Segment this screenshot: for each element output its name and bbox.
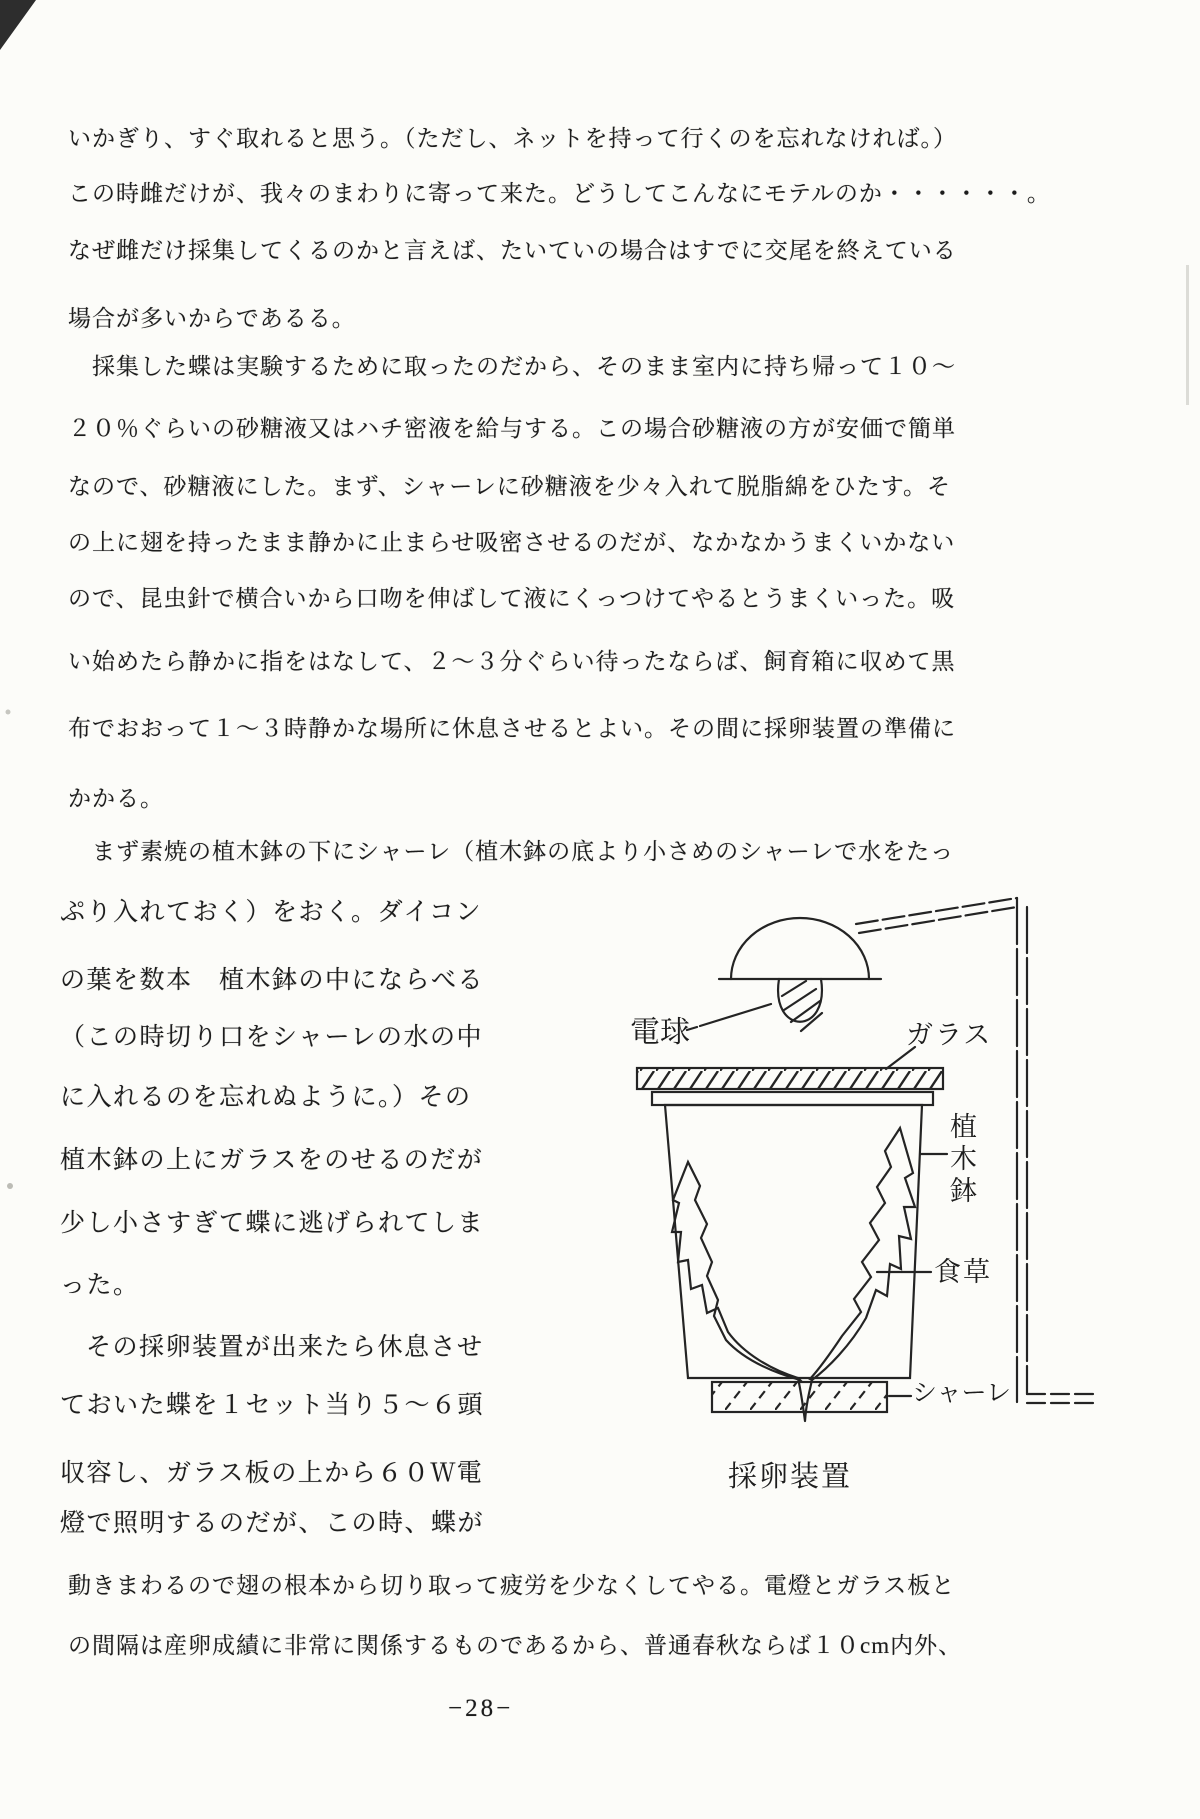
label-pot-char: 木	[950, 1144, 977, 1174]
text-line: 収容し、ガラス板の上から６０Ｗ電	[60, 1460, 484, 1487]
text-line: ておいた蝶を１セット当り５～６頭	[60, 1392, 485, 1419]
leaf-right	[810, 1128, 915, 1380]
leaf-left	[672, 1162, 800, 1380]
text-line: 動きまわるので翅の根本から切り取って疲労を少なくしてやる。電燈とガラス板と	[68, 1573, 956, 1598]
text-line: なので、砂糖液にした。まず、シャーレに砂糖液を少々入れて脱脂綿をひたす。そ	[68, 474, 951, 499]
text-line: 植木鉢の上にガラスをのせるのだが	[60, 1147, 484, 1174]
petri-dish	[712, 1382, 887, 1412]
text-line: かかる。	[68, 786, 164, 811]
text-line: まず素焼の植木鉢の下にシャーレ（植木鉢の底より小さめのシャーレで水をたっ	[92, 839, 955, 864]
leader-glass	[886, 1047, 915, 1069]
flower-pot	[665, 1105, 922, 1378]
text-line: 布でおおって１～３時静かな場所に休息させるとよい。その間に採卵装置の準備に	[68, 716, 956, 741]
light-bulb	[778, 979, 822, 1022]
text-line: ぷり入れておく）をおく。ダイコン	[60, 899, 483, 926]
text-line: ので、昆虫針で横合いから口吻を伸ばして液にくっつけてやるとうまくいった。吸	[68, 586, 956, 611]
text-line: その採卵装置が出来たら休息させ	[86, 1334, 484, 1361]
pot-rim	[652, 1092, 933, 1105]
text-line: なぜ雌だけ採集してくるのかと言えば、たいていの場合はすでに交尾を終えている	[68, 238, 957, 263]
lamp-arm	[856, 898, 1017, 933]
bulb-hatch	[782, 981, 822, 1031]
text-line: った。	[60, 1272, 140, 1299]
text-line: の葉を数本 植木鉢の中にならべる	[60, 967, 485, 994]
label-pot-char: 植	[950, 1112, 977, 1142]
leaf-stems	[798, 1378, 812, 1421]
label-petri-dish: シャーレ	[912, 1380, 1012, 1407]
glass-plate	[637, 1068, 943, 1089]
text-line: いかぎり、すぐ取れると思う。（ただし、ネットを持って行くのを忘れなければ。）	[68, 126, 957, 151]
scan-edge-artifact	[1186, 265, 1189, 405]
text-line: 採集した蝶は実験するために取ったのだから、そのまま室内に持ち帰って１０～	[92, 354, 956, 379]
text-line: に入れるのを忘れぬように。）その	[60, 1084, 472, 1111]
stand-foot	[1027, 1394, 1093, 1403]
scan-speck	[7, 1183, 13, 1189]
text-line: 燈で照明するのだが、この時、蝶が	[60, 1510, 485, 1537]
label-food-plant: 食草	[934, 1257, 992, 1287]
lamp-shade	[731, 918, 869, 979]
scan-corner-artifact	[0, 0, 36, 50]
text-line: この時雌だけが、我々のまわりに寄って来た。どうしてこんなにモテルのか・・・・・・。	[68, 181, 1051, 206]
leader-bulb	[687, 1004, 771, 1030]
text-line: 少し小さすぎて蝶に逃げられてしま	[60, 1210, 485, 1237]
label-bulb: 電球	[630, 1016, 690, 1049]
label-glass: ガラス	[906, 1020, 993, 1050]
text-line: の上に翅を持ったまま静かに止まらせ吸密させるのだが、なかなかうまくいかない	[68, 530, 956, 555]
text-line: ２０％ぐらいの砂糖液又はハチ密液を給与する。この場合砂糖液の方が安価で簡単	[68, 416, 956, 441]
scan-speck	[6, 710, 11, 715]
text-line: 場合が多いからであるる。	[68, 306, 356, 331]
text-line: い始めたら静かに指をはなして、２～３分ぐらい待ったならば、飼育箱に収めて黒	[68, 649, 956, 674]
label-pot-char: 鉢	[950, 1176, 977, 1206]
lamp-stand	[1017, 898, 1027, 1402]
figure-caption: 採卵装置	[728, 1461, 853, 1493]
text-line: の間隔は産卵成績に非常に関係するものであるから、普通春秋ならば１０cm内外、	[68, 1633, 963, 1658]
text-line: （この時切り口をシャーレの水の中	[60, 1024, 484, 1051]
page-number: −28−	[448, 1695, 514, 1722]
